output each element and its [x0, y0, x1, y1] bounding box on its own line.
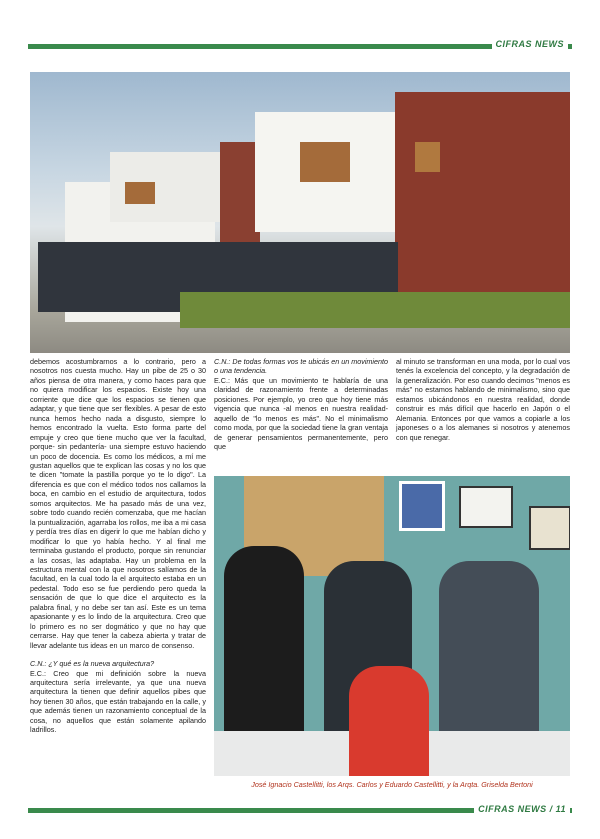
building-photo [30, 72, 570, 353]
header-brand: CIFRAS NEWS [492, 39, 569, 49]
column-3-paragraph: al minuto se transforman en una moda, por lo cual vos tenés la excelencia del concepto, y la degradación de la generalización. Por eso cuando decimos "menos es más" no estamos hablando de minimalismo, sino que estamos ubicándonos en nuestra realidad, donde construir es más difícil que hacerlo en Japón o el Alemania. Entonces por que vamos a copiarle a los japoneses o a los alemanes si nosotros y atenemos con que renegar. [396, 357, 570, 442]
column-1-answer: E.C.: Creo que mi definición sobre la nueva arquitectura sería irrelevante, ya que una nueva arquitectura la tienen que definir aquellos pibes que hoy tienen 30 años, que están trabajando en la calle, y que además tienen un razonamiento conceptual de la cosa, no aquellos que están solamente apilando ladrillos. [30, 668, 206, 735]
team-photo [214, 476, 570, 776]
column-2-answer: E.C.: Más que un movimiento te hablaría de una claridad de razonamiento frente a determinadas posiciones. Por ejemplo, yo creo que hoy tiene más vigencia que nunca -al menos en nuestra realidad- aquello de "lo menos es más". No el minimalismo como moda, por que la sociedad tiene la gran ventaja de generar pensamientos permanentemente, pero que [214, 375, 388, 452]
column-1-paragraph: debemos acostumbrarnos a lo contrario, pero a nosotros nos cuesta mucho. Hay un pibe de 25 o 30 años piensa de otra manera, y como haces para que no quiera modificar los espacios. Existe hoy una corriente que dice que los espacios se tienen que adaptar, y que tiene que ser flexibles. A pesar de esto nunca hemos hecho nada a disgusto, siempre lo hemos encontrado la vuelta. Esto forma parte del empuje y creo que tiene mucho que ver la facultad, porque- sin pedantería- una siempre estuvo haciendo un poco de docencia. Es como los médicos, a mí me gustan aquellos que te explican las cosas y no los que te dicen "tomate la pastilla porque yo te lo digo". La diferencia es que con el médico todos nos callamos la boca, en cambio en el estudio de arquitectura, todos somos arquitectos. Me ha pasado más de una vez, sobre todo cuando recién comenzaba, que me hacían la puntualización, agarraba los rollos, me iba a mi casa y perdía tres días en digerir lo que me habían dicho y modificar lo que yo había hecho. Y al final me terminaba gustando el producto, porque sin renunciar a las cosas, las adaptaba. Hay un problema en la estructura mental con la que nosotros salíamos de la facultad, en la cual todo la el arquitecto estaba en un pedestal. Todo eso se fue perdiendo pero queda la sensación de que lo que dice el arquitecto es la palabra final, y no debe ser tan así. Este es un tema apasionante y es lo lindo de la arquitectura. Creo que lo primero es no ser dogmático y que no hay que cerrarse. Hay que tener la cabeza abierta y tratar de llevar adelante tus ideas en un marco de consenso. [30, 357, 206, 650]
footer-brand-page: CIFRAS NEWS / 11 [474, 804, 570, 814]
article-column-2 [214, 357, 388, 452]
article-column-1 [30, 357, 206, 735]
article-column-3 [396, 357, 570, 442]
photo-caption: José Ignacio Castellitti, los Arqs. Carlos y Eduardo Castellitti, y la Arqta. Griselda Bertoni [251, 780, 533, 789]
column-1-question: C.N.: ¿Y qué es la nueva arquitectura? [30, 659, 155, 669]
header-rule [28, 44, 572, 49]
column-2-question: C.N.: De todas formas vos te ubicás en un movimiento o una tendencia. [214, 357, 388, 376]
